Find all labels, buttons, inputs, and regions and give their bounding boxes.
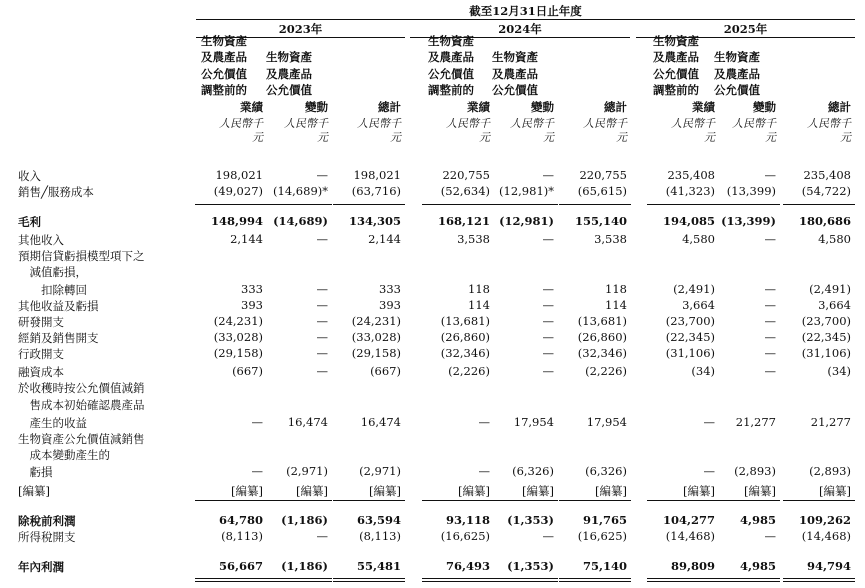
cell-value: (13,681) [577,314,627,328]
subtotal-rule [333,500,405,501]
total-double-rule [559,578,631,579]
row-label: 其他收益及虧損 [18,299,99,313]
cell-value: (26,860) [577,330,627,344]
subtotal-rule [195,500,267,501]
unit-line: 元 [616,131,627,144]
cell-value: 21,277 [810,415,851,429]
cell-value: — [542,232,554,246]
column-header-line: 變動 [305,99,328,114]
cell-value: — [316,232,328,246]
column-header-line: 公允價值 [714,83,760,97]
cell-value: (2,971) [359,464,401,478]
cell-value: — [316,298,328,312]
unit-line: 人民幣千 [284,117,328,130]
total-double-rule [195,581,267,582]
cell-value: 235,408 [803,168,851,182]
cell-value: — [764,364,776,378]
column-header-line: 業績 [467,99,490,114]
cell-value: — [316,168,328,182]
subtotal-rule [559,204,631,205]
cell-value: (6,326) [512,464,554,478]
unit-label [253,117,328,145]
cell-value: 21,277 [735,415,776,429]
column-header-line: 公允價值 [428,66,474,81]
period-rule [196,19,855,20]
cell-value: (22,345) [801,330,851,344]
cell-value: (49,027) [213,184,263,198]
cell-value: (14,689) [273,214,328,228]
cell-value: (6,326) [585,464,627,478]
cell-value: [編纂] [522,484,554,498]
column-header [776,99,851,116]
cell-value: — [542,168,554,182]
cell-value: — [478,464,490,478]
column-header-line: 總計 [604,99,627,114]
cell-value: (16,625) [440,529,490,543]
column-header-line: 業績 [692,99,715,114]
cell-value: 333 [379,282,401,296]
column-header-line: 公允價值 [653,66,699,81]
subtotal-rule [783,500,855,501]
total-double-rule [783,578,855,579]
cell-value: (33,028) [213,330,263,344]
cell-value: — [703,464,715,478]
row-label: 減值虧損， [18,265,87,279]
cell-value: 148,994 [210,214,263,228]
row-label: 生物資產公允價值減銷售 [18,432,145,446]
cell-value: 235,408 [667,168,715,182]
cell-value: 155,140 [574,214,627,228]
row-label: 於收穫時按公允價值減銷 [18,381,145,395]
cell-value: 180,686 [798,214,851,228]
cell-value: [編纂] [819,484,851,498]
column-header [201,33,276,116]
cell-value: — [764,330,776,344]
cell-value: 55,481 [356,559,401,573]
column-header [326,99,401,116]
cell-value: (24,231) [213,314,263,328]
cell-value: 194,085 [662,214,715,228]
column-header-line: 業績 [240,99,263,114]
column-header-line: 生物資產 [653,33,699,48]
cell-value: [編纂] [369,484,401,498]
column-header-line: 變動 [753,99,776,114]
cell-value: (667) [232,364,263,378]
cell-value: (26,860) [440,330,490,344]
cell-value: (2,971) [286,464,328,478]
unit-line: 人民幣千 [446,117,490,130]
cell-value: 2,144 [368,232,401,246]
row-label: 扣除轉回 [18,283,87,297]
cell-value: — [316,529,328,543]
cell-value: 3,664 [682,298,715,312]
cell-value: (34) [691,364,715,378]
cell-value: (2,226) [448,364,490,378]
year-header: 2025年 [723,22,768,36]
cell-value: 56,667 [218,559,263,573]
cell-value: — [542,330,554,344]
cell-value: [編纂] [683,484,715,498]
cell-value: — [703,415,715,429]
cell-value: — [542,346,554,360]
cell-value: 118 [605,282,627,296]
cell-value: 220,755 [442,168,490,182]
cell-value: (31,106) [801,346,851,360]
cell-value: 3,538 [594,232,627,246]
cell-value: (54,722) [801,184,851,198]
cell-value: (12,981) [499,214,554,228]
column-header-line: 及農產品 [653,50,699,64]
column-header-line: 生物資產 [492,50,538,64]
subtotal-rule [422,500,494,501]
column-header-line: 及農產品 [266,66,312,81]
unit-line: 人民幣千 [219,117,263,130]
unit-line: 人民幣千 [671,117,715,130]
cell-value: 91,765 [582,513,627,527]
total-double-rule [559,581,631,582]
cell-value: 75,140 [582,559,627,573]
cell-value: — [316,364,328,378]
cell-value: — [316,314,328,328]
cell-value: 4,985 [739,559,776,573]
cell-value: — [251,415,263,429]
cell-value: (29,158) [351,346,401,360]
subtotal-rule [559,500,631,501]
cell-value: — [478,415,490,429]
cell-value: — [764,314,776,328]
cell-value: 3,664 [818,298,851,312]
column-header-line: 公允價值 [492,83,538,97]
cell-value: 93,118 [445,513,490,527]
total-double-rule [195,578,267,579]
cell-value: (31,106) [665,346,715,360]
subtotal-rule [783,204,855,205]
cell-value: (65,615) [577,184,627,198]
cell-value: (13,399) [721,214,776,228]
total-double-rule [333,578,405,579]
row-label: 融資成本 [18,365,64,379]
cell-value: [編纂] [595,484,627,498]
cell-value: (13,681) [440,314,490,328]
cell-value: (32,346) [577,346,627,360]
column-header-line: 及農產品 [714,66,760,81]
cell-value: (24,231) [351,314,401,328]
cell-value: (52,634) [440,184,490,198]
cell-value: 220,755 [579,168,627,182]
cell-value: 114 [468,298,490,312]
total-double-rule [333,581,405,582]
unit-line: 元 [543,131,554,144]
cell-value: 198,021 [215,168,263,182]
row-label: [編纂] [18,484,50,498]
cell-value: (2,491) [673,282,715,296]
cell-value: (1,186) [281,559,328,573]
unit-line: 元 [317,131,328,144]
cell-value: (23,700) [665,314,715,328]
unit-line: 元 [704,131,715,144]
cell-value: 109,262 [798,513,851,527]
subtotal-rule [708,204,780,205]
subtotal-rule [260,204,332,205]
cell-value: (41,323) [665,184,715,198]
row-label: 年內利潤 [18,560,64,574]
cell-value: (22,345) [665,330,715,344]
cell-value: (8,113) [221,529,263,543]
row-label: 預期信貸虧損模型項下之 [18,249,145,263]
cell-value: 17,954 [513,415,554,429]
cell-value: 333 [241,282,263,296]
row-label: 研發開支 [18,315,64,329]
row-label: 虧損 [18,465,53,479]
subtotal-rule [422,204,494,205]
column-header-line: 變動 [531,99,554,114]
unit-label [776,117,851,145]
column-header-line: 調整前的 [653,83,699,97]
column-header-line: 公允價值 [201,66,247,81]
unit-label [552,117,627,145]
subtotal-rule [195,204,267,205]
cell-value: [編纂] [744,484,776,498]
cell-value: 64,780 [218,513,263,527]
column-header-line: 生物資產 [428,33,474,48]
total-double-rule [422,578,494,579]
unit-line: 人民幣千 [732,117,776,130]
column-header-line: 及農產品 [492,66,538,81]
cell-value: 134,305 [348,214,401,228]
unit-line: 人民幣千 [807,117,851,130]
cell-value: (63,716) [351,184,401,198]
cell-value: 76,493 [445,559,490,573]
cell-value: — [316,330,328,344]
row-label: 收入 [18,169,41,183]
row-label: 除稅前利潤 [18,514,76,528]
total-double-rule [708,578,780,579]
cell-value: — [764,346,776,360]
cell-value: — [316,346,328,360]
cell-value: (29,158) [213,346,263,360]
cell-value: (23,700) [801,314,851,328]
unit-line: 元 [252,131,263,144]
column-header-line: 公允價值 [266,83,312,97]
cell-value: — [542,314,554,328]
cell-value: — [542,298,554,312]
row-label: 售成本初始確認農產品 [18,398,145,412]
unit-label [188,117,263,145]
column-header-line: 調整前的 [428,83,474,97]
cell-value: — [764,282,776,296]
cell-value: (8,113) [359,529,401,543]
row-label: 毛利 [18,215,41,229]
column-header-line: 調整前的 [201,83,247,97]
cell-value: — [251,464,263,478]
cell-value: — [542,529,554,543]
cell-value: 63,594 [356,513,401,527]
column-header-line: 生物資產 [266,50,312,64]
cell-value: 393 [241,298,263,312]
cell-value: (14,689)* [273,184,328,198]
total-double-rule [708,581,780,582]
year-header: 2024年 [498,22,542,36]
cell-value: (2,226) [585,364,627,378]
column-header-line: 及農產品 [201,50,247,64]
cell-value: (33,028) [351,330,401,344]
row-label: 經銷及銷售開支 [18,331,99,345]
column-header-line: 及農產品 [428,50,474,64]
unit-label [701,117,776,145]
column-header [552,99,627,116]
column-header-line: 總計 [378,99,401,114]
cell-value: — [764,232,776,246]
cell-value: [編纂] [231,484,263,498]
unit-line: 元 [479,131,490,144]
cell-value: (1,353) [507,513,554,527]
row-label: 所得稅開支 [18,530,76,544]
cell-value: 94,794 [806,559,851,573]
cell-value: 4,985 [739,513,776,527]
cell-value: (2,893) [734,464,776,478]
cell-value: [編纂] [458,484,490,498]
unit-line: 人民幣千 [510,117,554,130]
subtotal-rule [333,204,405,205]
cell-value: 3,538 [457,232,490,246]
subtotal-rule [486,500,558,501]
unit-label [326,117,401,145]
cell-value: 89,809 [670,559,715,573]
row-label: 銷售╱服務成本 [18,185,94,199]
total-double-rule [486,578,558,579]
cell-value: — [764,529,776,543]
cell-value: — [764,298,776,312]
cell-value: — [764,168,776,182]
cell-value: (14,468) [801,529,851,543]
cell-value: 118 [468,282,490,296]
column-header-line: 生物資產 [714,50,760,64]
row-label: 其他收入 [18,233,64,247]
cell-value: (667) [370,364,401,378]
year-header: 2023年 [278,22,323,36]
cell-value: 16,474 [360,415,401,429]
unit-label [479,117,554,145]
unit-line: 元 [390,131,401,144]
cell-value: 4,580 [682,232,715,246]
cell-value: [編纂] [296,484,328,498]
cell-value: (32,346) [440,346,490,360]
subtotal-rule [708,500,780,501]
cell-value: 17,954 [586,415,627,429]
cell-value: — [542,282,554,296]
cell-value: — [316,282,328,296]
total-double-rule [260,578,332,579]
cell-value: 2,144 [230,232,263,246]
cell-value: (12,981)* [499,184,554,198]
cell-value: 168,121 [437,214,490,228]
cell-value: 16,474 [287,415,328,429]
cell-value: 198,021 [353,168,401,182]
cell-value: (1,186) [281,513,328,527]
total-double-rule [260,581,332,582]
cell-value: (2,893) [809,464,851,478]
total-double-rule [486,581,558,582]
cell-value: — [542,364,554,378]
cell-value: (2,491) [809,282,851,296]
cell-value: (1,353) [507,559,554,573]
period-header: 截至12月31日止年度 [469,4,582,18]
subtotal-rule [260,500,332,501]
total-double-rule [422,581,494,582]
row-label: 產生的收益 [18,416,87,430]
subtotal-rule [486,204,558,205]
column-header-line: 生物資產 [201,33,247,48]
cell-value: 4,580 [818,232,851,246]
cell-value: (14,468) [665,529,715,543]
cell-value: 104,277 [662,513,715,527]
cell-value: 393 [379,298,401,312]
cell-value: (16,625) [577,529,627,543]
cell-value: (13,399) [726,184,776,198]
cell-value: 114 [605,298,627,312]
unit-line: 元 [840,131,851,144]
cell-value: (34) [827,364,851,378]
unit-line: 人民幣千 [583,117,627,130]
unit-line: 元 [765,131,776,144]
total-double-rule [783,581,855,582]
row-label: 成本變動產生的 [18,448,110,462]
row-label: 行政開支 [18,347,64,361]
column-header-line: 總計 [828,99,851,114]
unit-line: 人民幣千 [357,117,401,130]
